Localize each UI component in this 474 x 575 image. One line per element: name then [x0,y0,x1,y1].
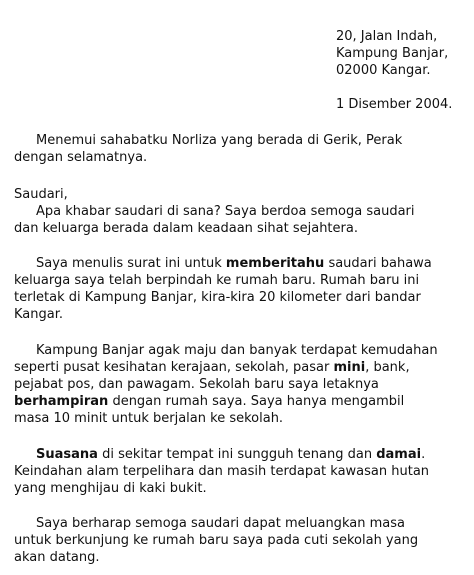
keyword-berhampiran: berhampiran [14,394,109,409]
keyword-damai: damai [376,447,422,462]
greeting-intro [14,132,472,166]
p2-line-2: keluarga saya telah berpindah ke rumah baru. Rumah baru ini [14,273,420,288]
paragraph-1 [14,203,472,237]
p5-line-3: akan datang. [14,550,100,565]
p1-line-1: Apa khabar saudari di sana? Saya berdoa semoga saudari [36,204,415,219]
p2-line-1: Saya menulis surat ini untuk memberitahu saudari bahawa [36,256,432,271]
p5-line-1: Saya berharap semoga saudari dapat meluangkan masa [36,516,405,531]
p3-line-3: pejabat pos, dan pawagam. Sekolah baru saya letaknya [14,377,379,392]
salutation [14,186,472,203]
keyword-memberitahu: memberitahu [225,256,325,271]
p4-line-1: Suasana di sekitar tempat ini sungguh tenang dan damai. [36,447,426,462]
p3-line-5: masa 10 minit untuk berjalan ke sekolah. [14,411,284,426]
paragraph-2 [14,255,472,323]
p2-line-4: Kangar. [14,307,64,322]
p1-line-2: dan keluarga berada dalam keadaan sihat sejahtera. [14,221,358,236]
letter-date: 1 Disember 2004. [336,97,453,112]
salutation-text: Saudari, [14,187,68,202]
paragraph-4 [14,446,472,497]
p4-line-2: Keindahan alam terpelihara dan masih terdapat kawasan hutan [14,464,430,479]
paragraph-3 [14,342,472,427]
p3-line-4: berhampiran dengan rumah saya. Saya hanya mengambil [14,394,405,409]
p5-line-2: untuk berkunjung ke rumah baru saya pada cuti sekolah yang [14,533,419,548]
p3-line-1: Kampung Banjar agak maju dan banyak terdapat kemudahan [36,343,438,358]
address-line-1: 20, Jalan Indah, [336,29,438,44]
greeting-line-2: dengan selamatnya. [14,150,148,165]
sender-address [336,28,472,79]
greeting-line-1: Menemui sahabatku Norliza yang berada di Gerik, Perak [36,133,403,148]
p4-line-3: yang menghijau di kaki bukit. [14,481,207,496]
p2-line-3: terletak di Kampung Banjar, kira-kira 20 kilometer dari bandar [14,290,421,305]
address-line-3: 02000 Kangar. [336,63,431,78]
address-line-2: Kampung Banjar, [336,46,449,61]
p3-line-2: seperti pusat kesihatan kerajaan, sekolah, pasar mini, bank, [14,360,410,375]
keyword-suasana: Suasana [36,447,98,462]
keyword-mini: mini [333,360,366,375]
paragraph-5 [14,515,472,566]
